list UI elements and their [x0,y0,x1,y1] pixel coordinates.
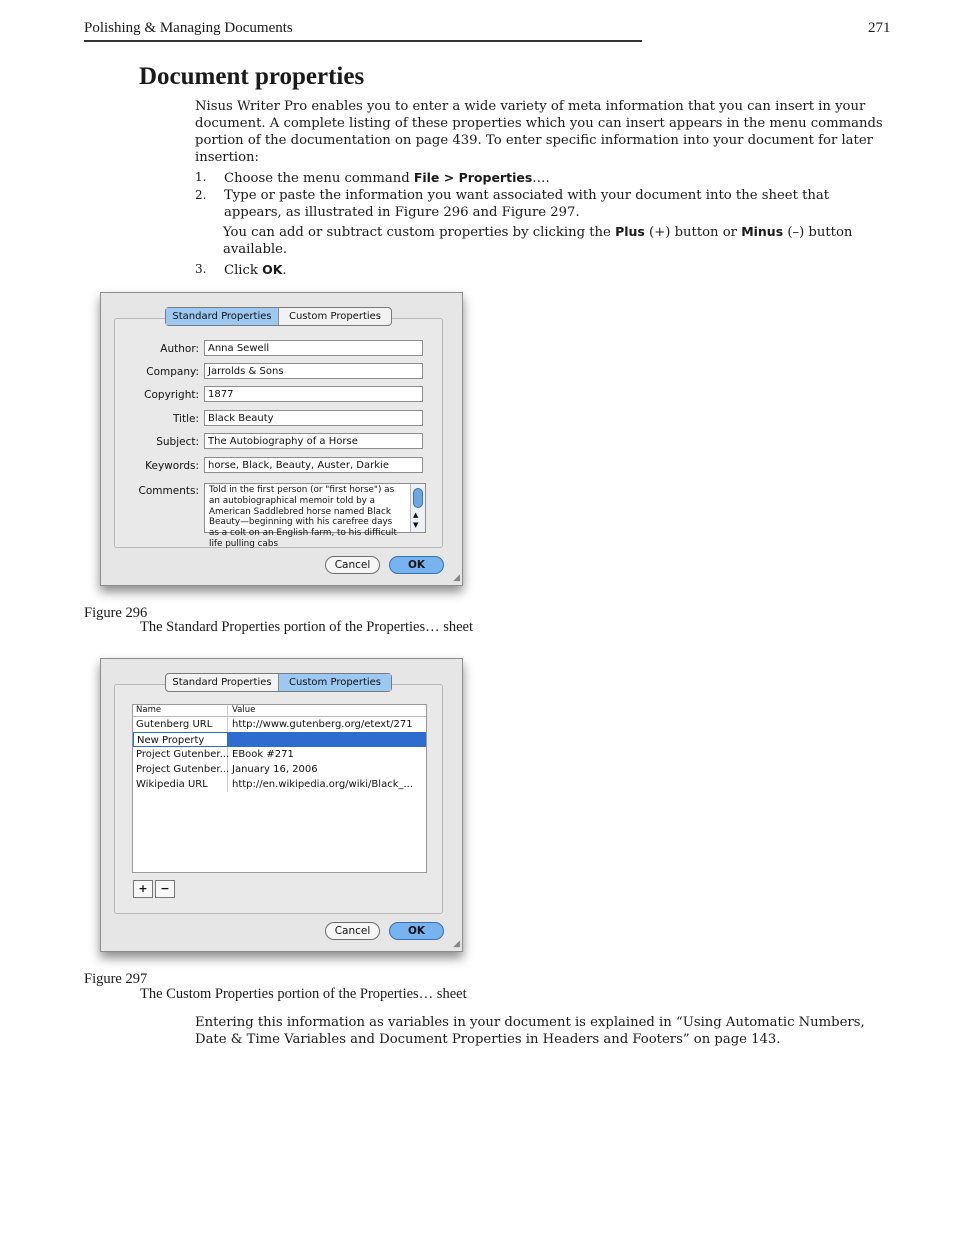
step-1 [195,169,885,187]
subject-label: Subject: [156,436,199,448]
running-header: Polishing & Managing Documents [84,20,293,36]
page-number: 271 [868,20,891,36]
menu-command: File > Properties [413,170,533,185]
subject-field[interactable]: The Autobiography of a Horse [204,433,423,449]
ok-button[interactable]: OK [389,922,444,940]
section-title: Document properties [139,63,365,90]
properties-tab-control [165,307,392,326]
value-column-header[interactable]: Value [232,705,256,715]
comments-scrollbar[interactable] [410,484,425,532]
scroll-up-arrow-icon[interactable]: ▲ [413,511,419,519]
step-number: 1. [195,170,207,184]
property-value[interactable] [228,732,426,747]
properties-tab-control [165,673,392,692]
keywords-label: Keywords: [145,460,199,472]
property-name-editing[interactable]: New Property [133,732,228,747]
name-column-header[interactable]: Name [133,705,228,716]
standard-properties-sheet [100,292,463,586]
table-header [133,705,426,717]
steps-list [195,169,885,279]
cancel-button[interactable]: Cancel [325,922,380,940]
tab-standard-properties[interactable]: Standard Properties [166,308,278,325]
tab-custom-properties[interactable]: Custom Properties [278,674,391,691]
step-2-note [195,223,885,258]
author-row [101,340,462,358]
plus-term: Plus [615,224,645,239]
step-text: Click [224,263,263,278]
table-row[interactable] [133,747,426,762]
table-row[interactable] [133,717,426,732]
tab-custom-properties[interactable]: Custom Properties [278,308,391,325]
keywords-field[interactable]: horse, Black, Beauty, Auster, Darkie [204,457,423,473]
custom-properties-table [132,704,427,873]
step-text-end: …. [532,171,550,186]
step-number: 2. [195,188,207,202]
step-text: Choose the menu command [224,171,414,186]
scroll-thumb[interactable] [413,488,423,508]
company-field[interactable]: Jarrolds & Sons [204,363,423,379]
cancel-button[interactable]: Cancel [325,556,380,574]
figure-297-caption: The Custom Properties portion of the Properties… sheet [140,986,467,1002]
comments-label: Comments: [138,485,199,497]
header-rule [84,40,642,42]
minus-button[interactable]: − [155,880,175,898]
keywords-row [101,457,462,475]
ok-term: OK [262,262,283,277]
title-label: Title: [172,413,199,425]
author-field[interactable]: Anna Sewell [204,340,423,356]
table-row[interactable] [133,777,426,792]
comments-text: Told in the first person (or "first horse") as an autobiographical memoir told by a American Saddlebred horse named Black Beauty—beginning with his carefree days as a colt on an English farm, to his difficult life pulling cabs [209,485,397,549]
property-name[interactable]: Project Gutenber... [133,762,228,777]
title-row [101,410,462,428]
step-text: Type or paste the information you want associated with your document into the sheet that appears, as illustrated in Figure 296 and Figure 297. [224,188,830,220]
custom-properties-sheet [100,658,463,952]
property-value[interactable]: http://en.wikipedia.org/wiki/Black_... [232,779,414,790]
table-row-selected[interactable] [133,732,426,747]
closing-paragraph: Entering this information as variables in your document is explained in “Using Automatic Numbers, Date & Time Variables and Document Properties in Headers and Footers” on page 143. [195,1015,865,1047]
figure-296-label: Figure 296 [84,605,148,621]
ok-button[interactable]: OK [389,556,444,574]
company-row [101,363,462,381]
minus-term: Minus [741,224,784,239]
step-3 [195,261,885,279]
plus-button[interactable]: + [133,880,153,898]
property-value[interactable]: http://www.gutenberg.org/etext/271 [232,719,413,730]
resize-grip-icon[interactable]: ◢ [453,939,460,949]
tab-standard-properties[interactable]: Standard Properties [172,677,272,688]
company-label: Company: [146,366,199,378]
figure-296-caption: The Standard Properties portion of the Properties… sheet [140,619,474,635]
intro-paragraph: Nisus Writer Pro enables you to enter a wide variety of meta information that you can insert in your document. A complete listing of these properties which you can insert appears in the menu commands portion of the documentation on page 439. To enter specific information into your document for later insertion: [195,99,883,165]
step-text-end: . [282,263,287,278]
step-2 [195,187,885,221]
figure-297-label: Figure 297 [84,971,148,987]
scroll-down-arrow-icon[interactable]: ▼ [413,521,419,529]
copyright-row [101,386,462,404]
copyright-label: Copyright: [144,389,199,401]
property-value[interactable]: January 16, 2006 [232,764,318,775]
property-value[interactable]: EBook #271 [232,749,294,760]
table-row[interactable] [133,762,426,777]
author-label: Author: [160,343,199,355]
step-number: 3. [195,262,207,276]
note-text: (–) button available. [223,225,853,257]
note-text: You can add or subtract custom properties by clicking the [223,225,616,240]
subject-row [101,433,462,451]
title-field[interactable]: Black Beauty [204,410,423,426]
resize-grip-icon[interactable]: ◢ [453,573,460,583]
property-name[interactable]: Project Gutenber... [133,747,228,762]
copyright-field[interactable]: 1877 [204,386,423,402]
note-text: (+) button or [644,225,742,240]
comments-field[interactable] [204,483,426,549]
property-name[interactable]: Gutenberg URL [133,717,228,732]
property-name[interactable]: Wikipedia URL [133,777,228,792]
